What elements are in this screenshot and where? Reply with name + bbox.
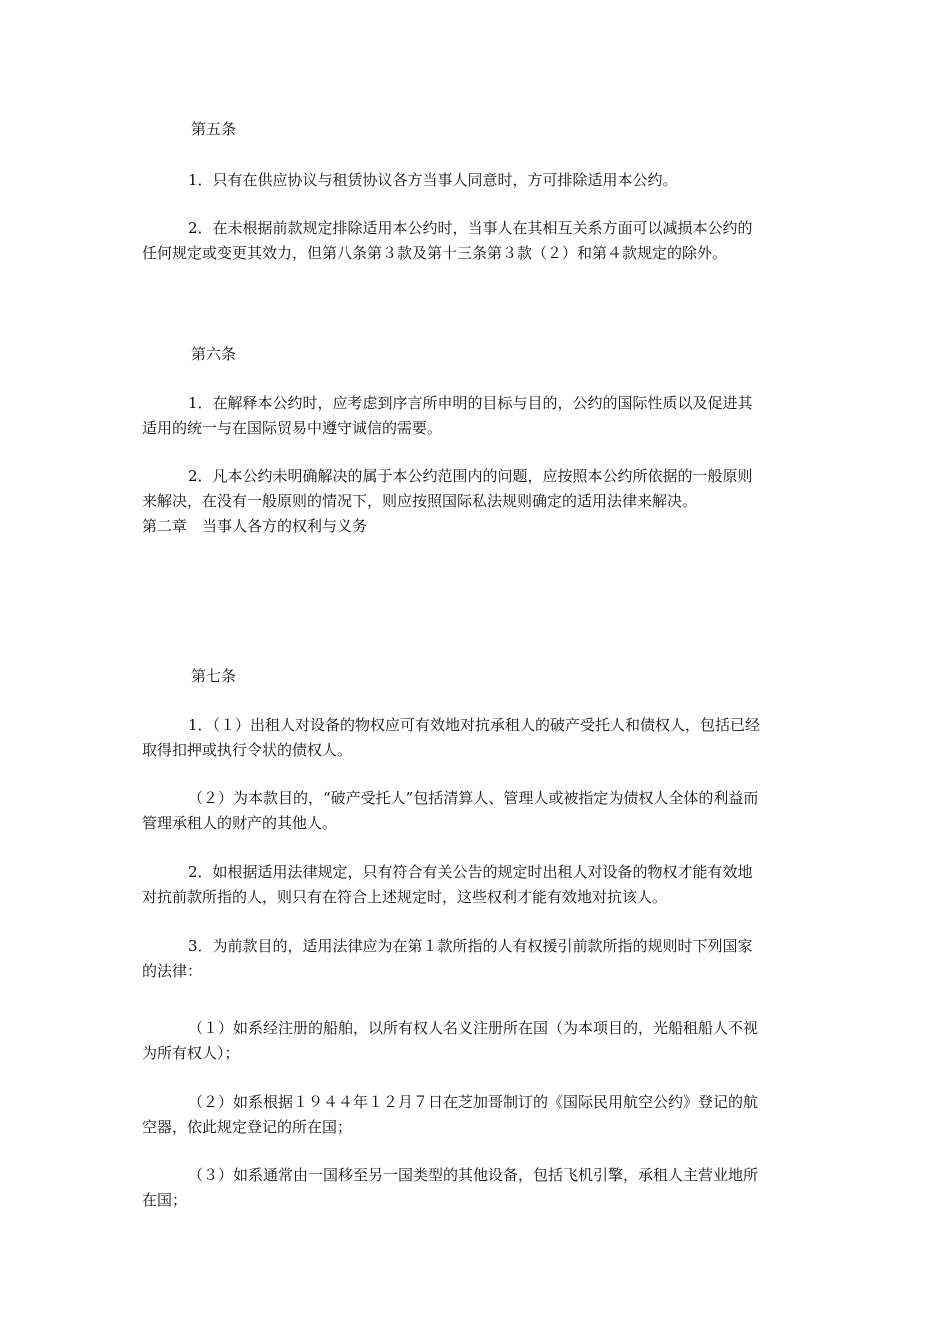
article-7-item-2-line-2: 空器，依此规定登记的所在国； [142, 1118, 353, 1136]
article-7-paragraph-2-line-1: 2．如根据适用法律规定，只有符合有关公告的规定时出租人对设备的物权才能有效地 [188, 863, 753, 881]
article-7-item-1-line-1: （１）如系经注册的船舶，以所有权人名义注册所在国（为本项目的，光船租船人不视 [188, 1019, 759, 1037]
article-7-heading: 第七条 [191, 667, 237, 685]
article-7-item-3-line-1: （３）如系通常由一国移至另一国类型的其他设备，包括飞机引擎，承租人主营业地所 [188, 1166, 759, 1184]
article-5-heading: 第五条 [191, 120, 237, 138]
chapter-2-title: 第二章 当事人各方的权利与义务 [142, 517, 368, 535]
article-7-paragraph-2-line-2: 对抗前款所指的人，则只有在符合上述规定时，这些权利才能有效地对抗该人。 [142, 888, 668, 906]
article-6-paragraph-1-line-2: 适用的统一与在国际贸易中遵守诚信的需要。 [142, 419, 443, 437]
article-7-paragraph-1-line-1: 1．（１）出租人对设备的物权应可有效地对抗承租人的破产受托人和债权人，包括已经 [188, 716, 761, 734]
article-6-paragraph-1-line-1: 1．在解释本公约时，应考虑到序言所申明的目标与目的，公约的国际性质以及促进其 [188, 394, 753, 412]
article-7-paragraph-1b-line-1: （２）为本款目的，“破产受托人”包括清算人、管理人或被指定为债权人全体的利益而 [188, 789, 759, 807]
article-7-paragraph-3-line-1: 3．为前款目的，适用法律应为在第１款所指的人有权援引前款所指的规则时下列国家 [188, 937, 753, 955]
article-5-paragraph-2-line-2: 任何规定或变更其效力，但第八条第３款及第十三条第３款（２）和第４款规定的除外。 [142, 244, 728, 262]
article-5-paragraph-1: 1．只有在供应协议与租赁协议各方当事人同意时，方可排除适用本公约。 [188, 171, 678, 189]
article-7-paragraph-1b-line-2: 管理承租人的财产的其他人。 [142, 814, 338, 832]
article-5-paragraph-2-line-1: 2．在未根据前款规定排除适用本公约时，当事人在其相互关系方面可以减损本公约的 [188, 219, 753, 237]
article-6-heading: 第六条 [191, 345, 237, 363]
article-7-item-1-line-2: 为所有权人）； [142, 1044, 240, 1062]
article-7-item-3-line-2: 在国； [142, 1191, 188, 1209]
article-6-paragraph-2-line-2: 来解决，在没有一般原则的情况下，则应按照国际私法规则确定的适用法律来解决。 [142, 492, 698, 510]
article-6-paragraph-2-line-1: 2．凡本公约未明确解决的属于本公约范围内的问题，应按照本公约所依据的一般原则 [188, 467, 753, 485]
article-7-paragraph-1-line-2: 取得扣押或执行令状的债权人。 [142, 741, 353, 759]
article-7-paragraph-3-line-2: 的法律： [142, 962, 203, 980]
article-7-item-2-line-1: （２）如系根据１９４４年１２月７日在芝加哥制订的《国际民用航空公约》登记的航 [188, 1093, 759, 1111]
